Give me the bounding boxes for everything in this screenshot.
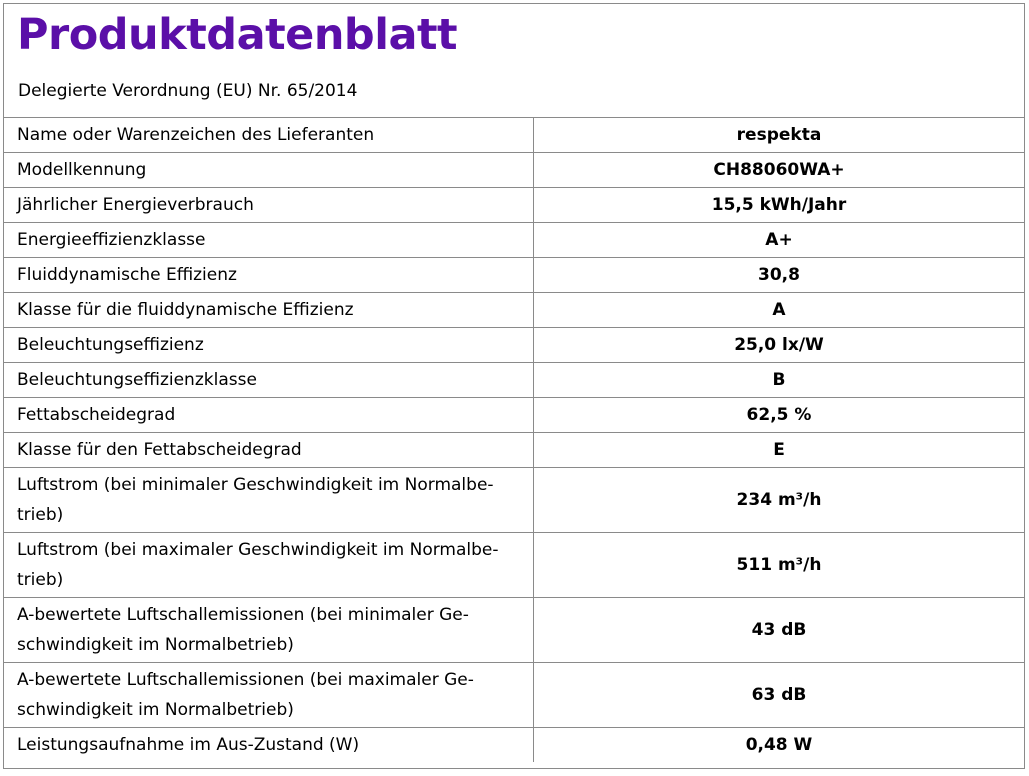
row-label: A-bewertete Luftschallemissionen (bei minimaler Ge- schwindigkeit im Normalbetrieb)	[4, 598, 534, 663]
row-label: Klasse für die fluiddynamische Effizienz	[4, 293, 534, 328]
table-row	[4, 433, 1024, 468]
row-label: Leistungsaufnahme im Aus-Zustand (W)	[4, 728, 534, 763]
table-row	[4, 728, 1024, 763]
row-label: A-bewertete Luftschallemissionen (bei maximaler Ge- schwindigkeit im Normalbetrieb)	[4, 663, 534, 728]
row-value: 63 dB	[534, 663, 1025, 728]
row-value: 15,5 kWh/Jahr	[534, 188, 1025, 223]
row-label: Beleuchtungseffizienz	[4, 328, 534, 363]
row-label: Klasse für den Fettabscheidegrad	[4, 433, 534, 468]
row-value: B	[534, 363, 1025, 398]
row-value: A+	[534, 223, 1025, 258]
row-value: CH88060WA+	[534, 153, 1025, 188]
table-row	[4, 363, 1024, 398]
table-row	[4, 188, 1024, 223]
row-value: 62,5 %	[534, 398, 1025, 433]
table-row	[4, 398, 1024, 433]
product-data-sheet	[3, 3, 1025, 769]
document-title: Produktdatenblatt	[17, 10, 458, 60]
row-label: Fluiddynamische Effizienz	[4, 258, 534, 293]
table-row	[4, 663, 1024, 728]
row-value: A	[534, 293, 1025, 328]
row-label: Fettabscheidegrad	[4, 398, 534, 433]
row-value: 234 m³/h	[534, 468, 1025, 533]
row-label: Luftstrom (bei minimaler Geschwindigkeit im Normalbe- trieb)	[4, 468, 534, 533]
row-label: Energieeffizienzklasse	[4, 223, 534, 258]
table-row	[4, 153, 1024, 188]
row-label: Beleuchtungseffizienzklasse	[4, 363, 534, 398]
row-value: 43 dB	[534, 598, 1025, 663]
table-row	[4, 328, 1024, 363]
row-value: 30,8	[534, 258, 1025, 293]
row-value: 25,0 lx/W	[534, 328, 1025, 363]
row-value: respekta	[534, 118, 1025, 153]
specification-table	[4, 118, 1024, 762]
row-value: E	[534, 433, 1025, 468]
table-row	[4, 258, 1024, 293]
table-row	[4, 468, 1024, 533]
table-row	[4, 598, 1024, 663]
row-label: Name oder Warenzeichen des Lieferanten	[4, 118, 534, 153]
table-row	[4, 533, 1024, 598]
row-label: Luftstrom (bei maximaler Geschwindigkeit im Normalbe- trieb)	[4, 533, 534, 598]
row-label: Modellkennung	[4, 153, 534, 188]
title-block	[4, 4, 1024, 118]
table-row	[4, 223, 1024, 258]
specification-table-body	[4, 118, 1024, 762]
document-subtitle: Delegierte Verordnung (EU) Nr. 65/2014	[18, 81, 358, 101]
table-row	[4, 118, 1024, 153]
row-label: Jährlicher Energieverbrauch	[4, 188, 534, 223]
row-value: 0,48 W	[745, 735, 813, 755]
row-value: 511 m³/h	[534, 533, 1025, 598]
table-row	[4, 293, 1024, 328]
